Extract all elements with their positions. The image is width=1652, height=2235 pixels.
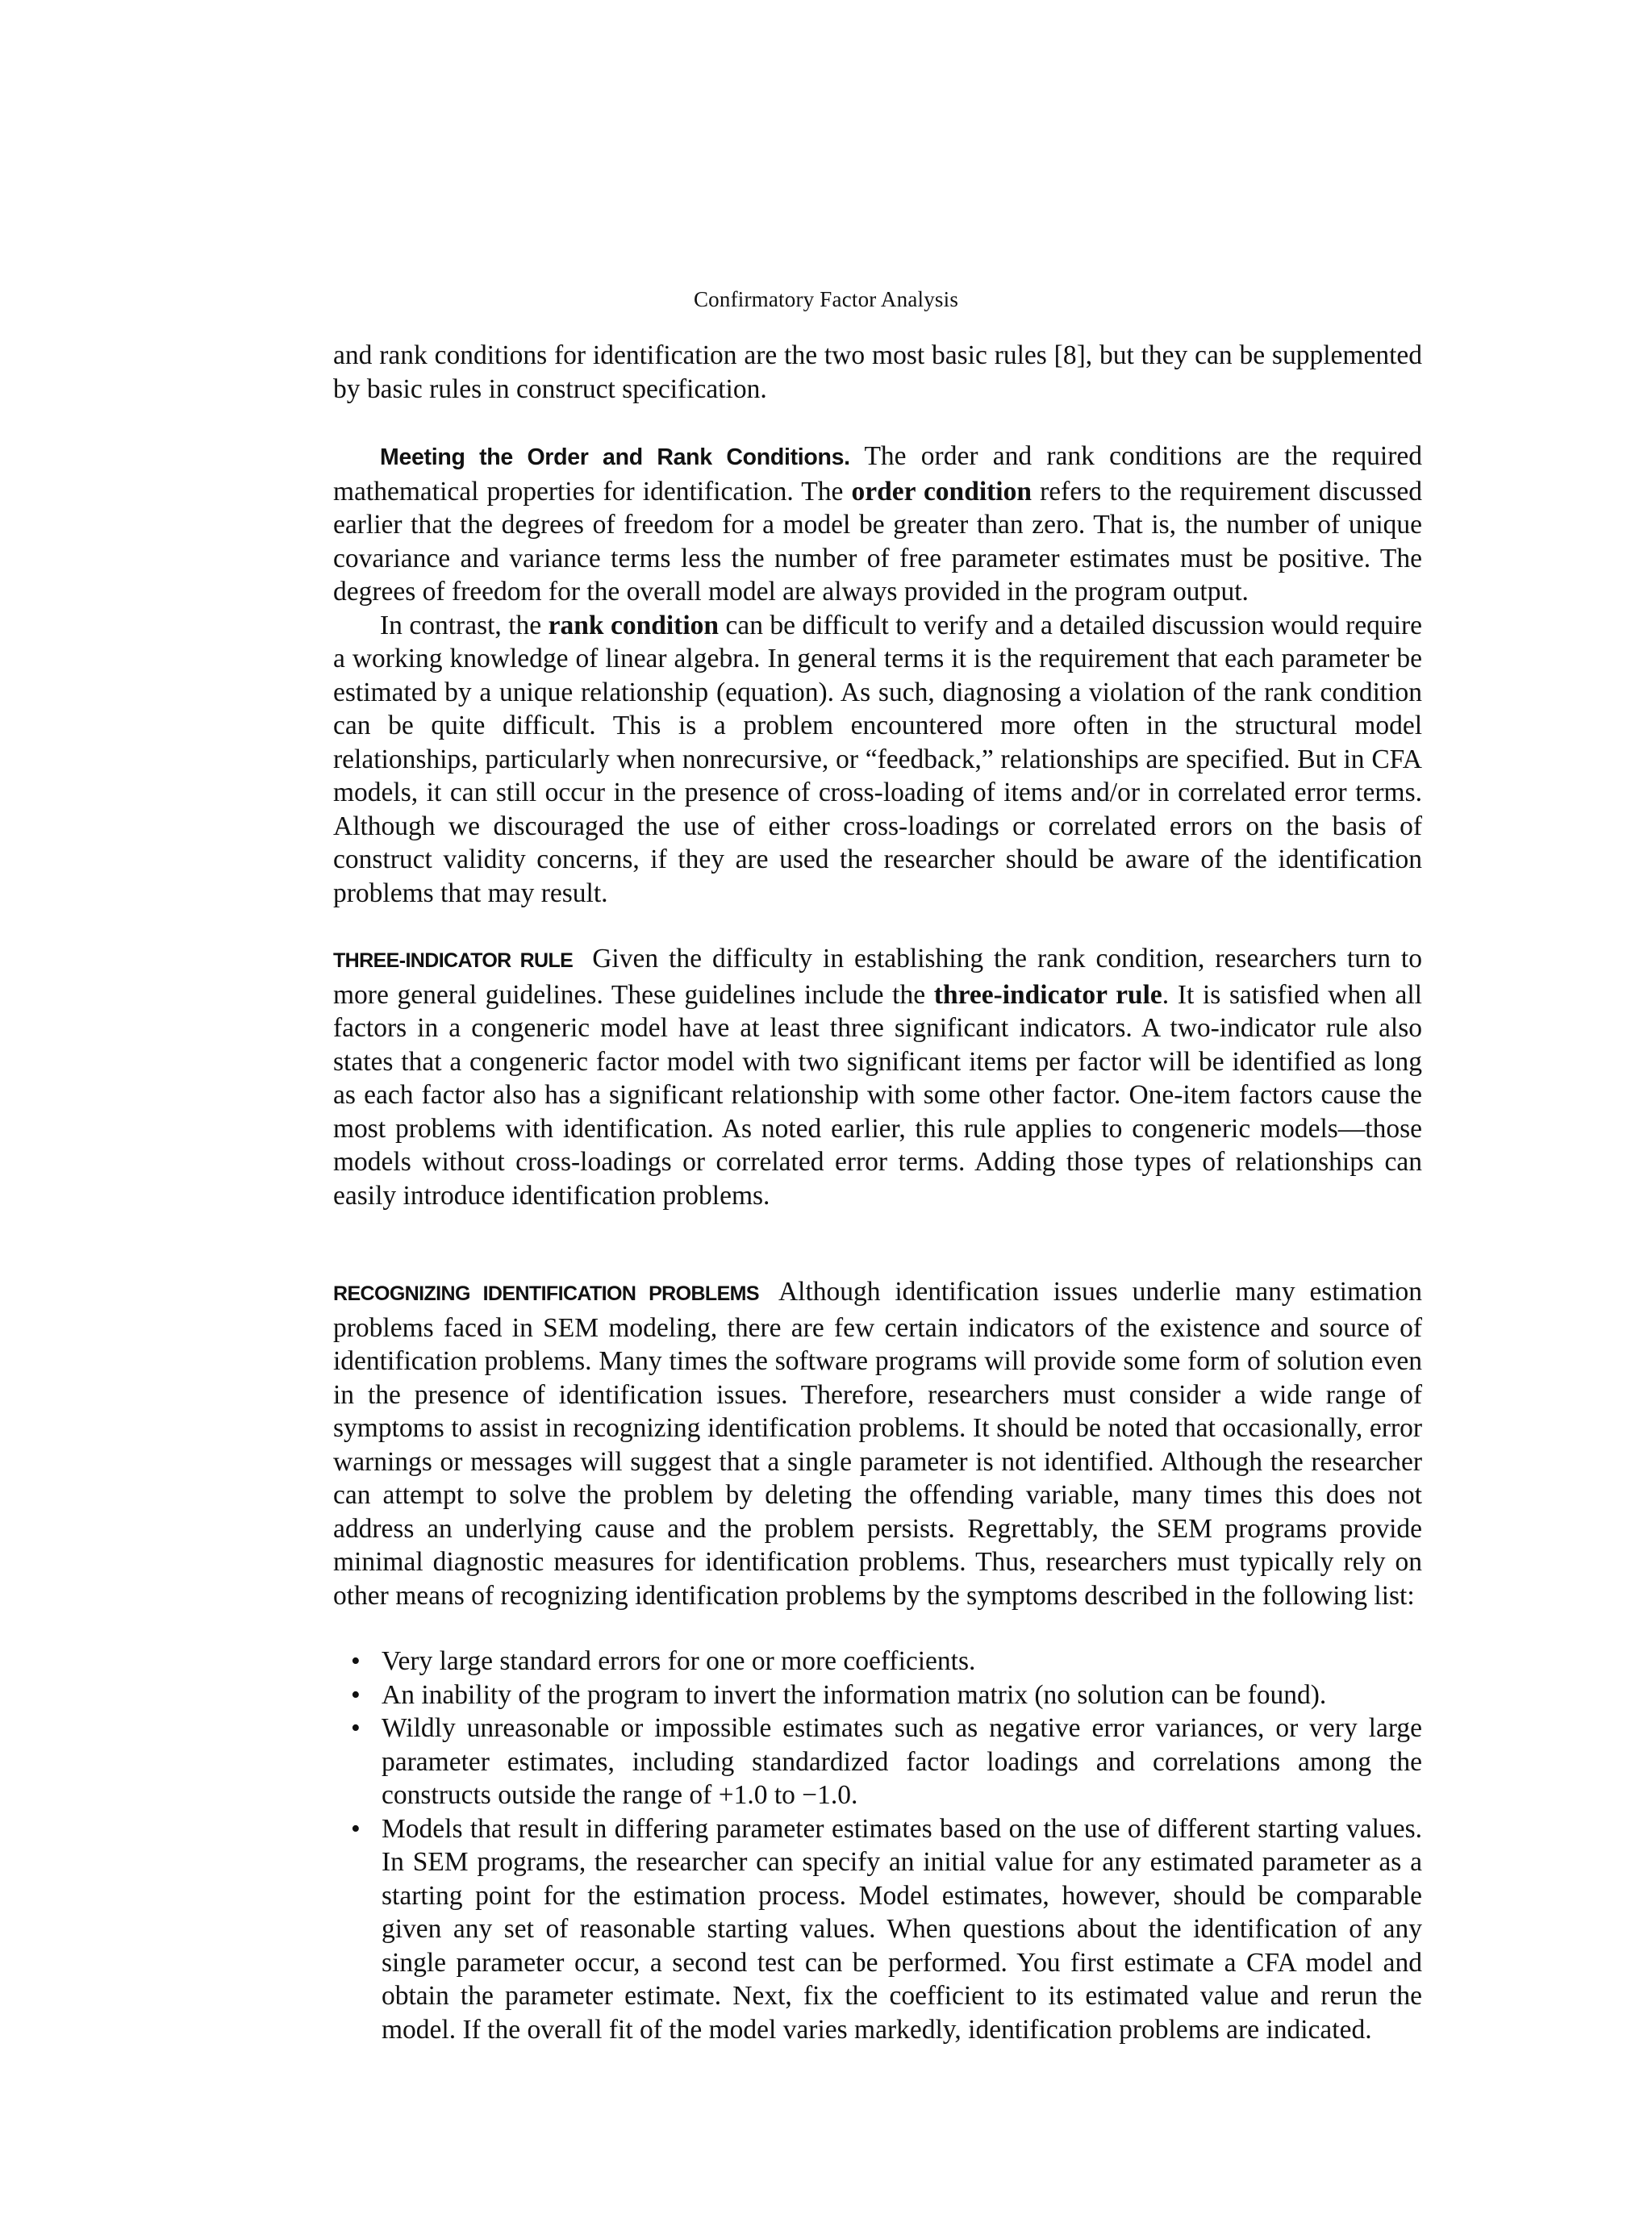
section-heading-three-indicator: THREE-INDICATOR RULE <box>333 949 574 972</box>
section-heading-order-rank: Meeting the Order and Rank Conditions. <box>380 444 850 470</box>
term-order-condition: order condition <box>851 476 1032 507</box>
bullet-icon: • <box>351 1813 361 1844</box>
term-three-indicator-rule: three-indicator rule <box>933 979 1162 1010</box>
symptom-list <box>333 1645 1422 2046</box>
paragraph-order-rank: Meeting the Order and Rank Conditions. The order and rank conditions are the required mathematical properties for identification. The order condition refers to the requirement discussed earlier that the degrees of freedom for a model be greater than zero. That is, the number of unique covariance and variance terms less the number of free parameter estimates must be positive. The degrees of freedom for the overall model are always provided in the program output. <box>333 441 1422 607</box>
paragraph-rank-condition: In contrast, the rank condition can be difficult to verify and a detailed discussion would require a working knowledge of linear algebra. In general terms it is the requirement that each parameter be estimated by a unique relationship (equation). As such, diagnosing a violation of the rank condition can be quite difficult. This is a problem encountered more often in the structural model relationships, particularly when nonrecursive, or “feedback,” relationships are specified. But in CFA models, it can still occur in the presence of cross-loading of items and/or in correlated error terms. Although we discouraged the use of either cross-loadings or correlated errors on the basis of construct validity concerns, if they are used the researcher should be aware of the identification problems that may result. <box>333 610 1422 908</box>
section-heading-recognizing: RECOGNIZING IDENTIFICATION PROBLEMS <box>333 1282 759 1305</box>
running-header: Confirmatory Factor Analysis <box>693 287 959 311</box>
paragraph-intro: and rank conditions for identification are the two most basic rules [8], but they can be supplemented by basic rules in construct specification. <box>333 340 1422 404</box>
list-item: • Models that result in differing parameter estimates based on the use of different starting values. In SEM programs, the researcher can specify an initial value for any estimated parameter as a starting point for the estimation process. Model estimates, however, should be comparable given any set of reasonable starting values. When questions about the identification of any single parameter occur, a second test can be performed. You first estimate a CFA model and obtain the parameter estimate. Next, fix the coefficient to its estimated value and rerun the model. If the overall fit of the model varies markedly, identification problems are indicated. <box>351 1813 1422 2045</box>
list-item: • Wildly unreasonable or impossible estimates such as negative error variances, or very large parameter estimates, including standardized factor loadings and correlations among the constructs outside the range of +1.0 to −1.0. <box>351 1713 1422 1810</box>
list-item: • An inability of the program to invert the information matrix (no solution can be found). <box>333 1678 1422 1712</box>
bullet-icon: • <box>351 1646 361 1676</box>
bullet-icon: • <box>351 1679 361 1710</box>
term-rank-condition: rank condition <box>548 610 720 640</box>
bullet-icon: • <box>351 1713 361 1743</box>
paragraph-recognizing-problems: RECOGNIZING IDENTIFICATION PROBLEMS Although identification issues underlie many estimation problems faced in SEM modeling, there are few certain indicators of the existence and source of identification problems. Many times the software programs will provide some form of solution even in the presence of identification issues. Therefore, researchers must consider a wide range of symptoms to assist in recognizing identification problems. It should be noted that occasionally, error warnings or messages will suggest that a single parameter is not identified. Although the researcher can attempt to solve the problem by deleting the offending variable, many times this does not address an underlying cause and the problem persists. Regrettably, the SEM programs provide minimal diagnostic measures for identification problems. Thus, researchers must typically rely on other means of recognizing identification problems by the symptoms described in the following list: <box>333 1277 1423 1611</box>
list-item: • Very large standard errors for one or more coefficients. <box>333 1645 1422 1678</box>
body-text <box>333 339 1422 2046</box>
paragraph-three-indicator-rule: THREE-INDICATOR RULE Given the difficulty in establishing the rank condition, researchers turn to more general guidelines. These guidelines include the three-indicator rule. It is satisfied when all factors in a congeneric model have at least three significant indicators. A two-indicator rule also states that a congeneric factor model with two significant items per factor will be identified as long as each factor also has a significant relationship with some other factor. One-item factors cause the most problems with identification. As noted earlier, this rule applies to congeneric models—those models without cross-loadings or correlated error terms. Adding those types of relationships can easily introduce identification problems. <box>333 944 1422 1211</box>
